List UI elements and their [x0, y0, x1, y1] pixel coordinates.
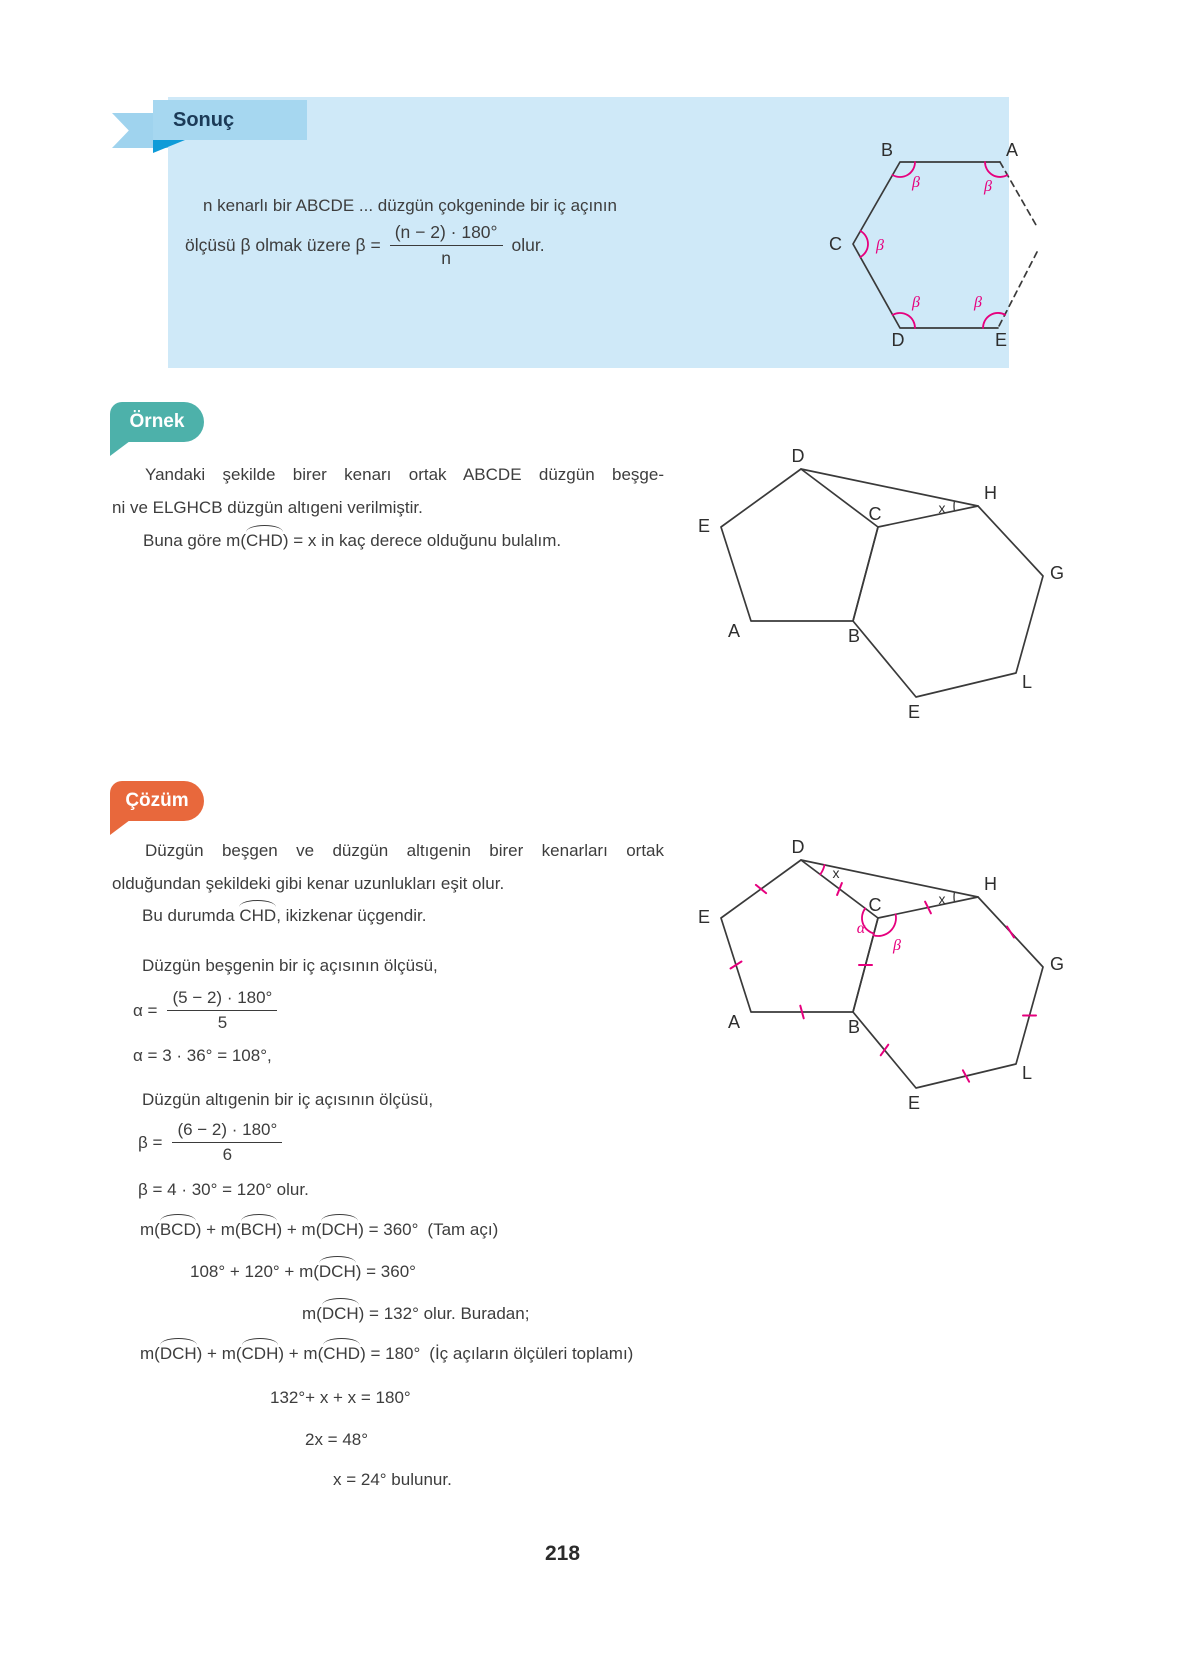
angle-cdh: CDH [241, 1344, 279, 1363]
cozum-pentagon-hexagon-figure [668, 812, 1068, 1124]
vertex-label-c: C [829, 234, 842, 254]
angle-arc-x-d [820, 865, 824, 875]
equation-full-angle [140, 1213, 498, 1240]
eq-text: 108° + 120° + m( [190, 1262, 319, 1281]
vertex-label-e: E [697, 907, 710, 927]
beta-lhs: β = [138, 1132, 163, 1152]
beta-label-a: β [984, 178, 992, 195]
ornek-badge: Örnek [110, 402, 204, 442]
vertex-label-g: G [1050, 954, 1065, 974]
ornek-question-line [143, 524, 561, 551]
hexagon-elghcb [853, 897, 1043, 1088]
fraction-denominator: 5 [167, 1010, 277, 1033]
hexagon-elghcb [853, 506, 1043, 697]
fraction-numerator: (5 − 2) · 180° [172, 988, 273, 1007]
angle-beta-label: β [893, 937, 901, 954]
vertex-label-h: H [984, 874, 997, 894]
angle-dch: DCH [321, 1304, 359, 1323]
vertex-label-l: L [1022, 1063, 1033, 1083]
sonuc-formula-line [185, 222, 545, 269]
eq-text: ) = 180° [360, 1344, 421, 1363]
equal-side-tick-marks [731, 883, 1037, 1082]
vertex-label-d: D [791, 837, 805, 857]
equation-triangle-sum [140, 1337, 633, 1364]
eq-text: ) + m( [278, 1344, 324, 1363]
angle-arc-h [954, 501, 955, 511]
angle-x-label-d: x [832, 865, 840, 881]
beta-label-b: β [912, 174, 920, 191]
isosceles-post: , ikizkenar üçgendir. [276, 906, 427, 925]
vertex-label-b: B [847, 626, 861, 646]
alpha-fraction-line [133, 988, 277, 1033]
fraction-denominator: n [390, 245, 503, 269]
angle-x-label-h: x [938, 500, 946, 516]
eq-text: m( [302, 1304, 322, 1323]
vertex-label-c: C [868, 895, 882, 915]
angle-chd: CHD [246, 531, 283, 550]
eq-text: ) = 360° [355, 1262, 416, 1281]
angle-bch: BCH [240, 1220, 277, 1239]
vertex-label-a: A [727, 621, 740, 641]
angle-bcd: BCD [159, 1220, 196, 1239]
regular-polygon-beta-figure [790, 115, 1045, 355]
angle-chd: CHD [239, 906, 277, 925]
angle-chd: CHD [323, 1344, 361, 1363]
angle-arc-c [860, 231, 868, 257]
fraction-denominator: 6 [172, 1142, 282, 1165]
ornek-paragraph-line2: ni ve ELGHCB düzgün altıgeni verilmiştir. [112, 498, 423, 517]
vertex-label-e: E [995, 330, 1008, 350]
question-post: ) = x in kaç derece olduğunu bulalım. [282, 531, 562, 550]
eq-note: (Tam açı) [427, 1220, 499, 1239]
cozum-paragraph-line2: olduğundan şekildeki gibi kenar uzunlukları eşit olur. [112, 874, 505, 893]
tick-cd [837, 883, 842, 895]
eq-text: ) + m( [276, 1220, 322, 1239]
ornek-paragraph [112, 458, 664, 524]
sonuc-formula-pre: ölçüsü β olmak üzere β = [185, 235, 381, 255]
vertex-label-h: H [984, 483, 997, 503]
beta-label-d: β [912, 294, 920, 311]
vertex-label-b: B [847, 1017, 861, 1037]
equation-2x-48: 2x = 48° [305, 1430, 369, 1449]
question-pre: Buna göre m( [143, 531, 246, 550]
beta-label-e: β [974, 294, 982, 311]
pentagon-abcde [721, 469, 878, 621]
ornek-paragraph-line1: Yandaki şekilde birer kenarı ortak ABCDE düzgün beşge- [145, 465, 664, 484]
alpha-lhs: α = [133, 1000, 158, 1020]
angle-dch: DCH [321, 1220, 359, 1239]
ornek-pentagon-hexagon-figure [668, 421, 1068, 726]
cozum-paragraph [112, 834, 664, 900]
beta-label-c: β [876, 237, 884, 254]
beta-result-line: β = 4 · 30° = 120° olur. [138, 1180, 309, 1199]
segment-dh [801, 860, 978, 897]
hexagon-interior-label: Düzgün altıgenin bir iç açısının ölçüsü, [142, 1090, 434, 1109]
angle-alpha-label: α [856, 920, 866, 937]
interior-angle-fraction [390, 222, 503, 269]
isosceles-pre: Bu durumda [142, 906, 240, 925]
sonuc-formula-post: olur. [511, 235, 545, 255]
alpha-fraction [167, 988, 277, 1033]
vertex-label-e2: E [907, 702, 921, 722]
equation-dch-result [302, 1297, 529, 1324]
cozum-isosceles-line [142, 899, 426, 926]
beta-fraction-line [138, 1120, 282, 1165]
eq-note: (İç açıların ölçüleri toplamı) [429, 1344, 634, 1363]
vertex-label-e: E [697, 516, 710, 536]
hexagon-dashed-edge-e [998, 252, 1037, 328]
angle-dch: DCH [318, 1262, 356, 1281]
vertex-label-a: A [727, 1012, 740, 1032]
beta-fraction [172, 1120, 282, 1165]
vertex-label-l: L [1022, 672, 1033, 692]
pentagon-interior-label: Düzgün beşgenin bir iç açısının ölçüsü, [142, 956, 438, 975]
vertex-label-e2: E [907, 1093, 921, 1113]
alpha-result-line: α = 3 · 36° = 108°, [133, 1046, 272, 1065]
eq-text: m( [140, 1220, 160, 1239]
pentagon-abcde [721, 860, 878, 1012]
eq-text: ) = 132° olur. Buradan; [358, 1304, 530, 1323]
page-number: 218 [544, 1542, 581, 1565]
equation-substitution [190, 1255, 416, 1282]
eq-text: m( [140, 1344, 160, 1363]
tick-hg [1007, 927, 1014, 938]
hexagon-dashed-edge-a [1000, 162, 1036, 225]
sonuc-badge-label: Sonuç [153, 100, 307, 140]
sonuc-ribbon [112, 100, 292, 160]
equation-132-x-x: 132°+ x + x = 180° [270, 1388, 411, 1407]
cozum-paragraph-line1: Düzgün beşgen ve düzgün altıgenin birer kenarları ortak [145, 841, 664, 860]
angle-x-label-h: x [938, 891, 946, 907]
sonuc-statement-line1: n kenarlı bir ABCDE ... düzgün çokgeninde bir iç açının [203, 196, 617, 215]
vertex-label-c: C [868, 504, 882, 524]
angle-arc-a [985, 162, 1007, 177]
equation-x-24: x = 24° bulunur. [333, 1470, 452, 1489]
eq-text: ) = 360° [358, 1220, 419, 1239]
angle-arc-h [954, 892, 955, 902]
eq-text: ) + m( [196, 1344, 242, 1363]
vertex-label-d: D [891, 330, 905, 350]
vertex-label-g: G [1050, 563, 1065, 583]
cozum-badge: Çözüm [110, 781, 204, 821]
segment-dh [801, 469, 978, 506]
fraction-numerator: (n − 2) · 180° [394, 222, 498, 242]
vertex-label-a: A [1006, 140, 1019, 160]
fraction-numerator: (6 − 2) · 180° [177, 1120, 278, 1139]
vertex-label-b: B [880, 140, 893, 160]
ribbon-fold-icon [153, 140, 185, 153]
eq-text: ) + m( [195, 1220, 241, 1239]
angle-dch: DCH [159, 1344, 197, 1363]
vertex-label-d: D [791, 446, 805, 466]
